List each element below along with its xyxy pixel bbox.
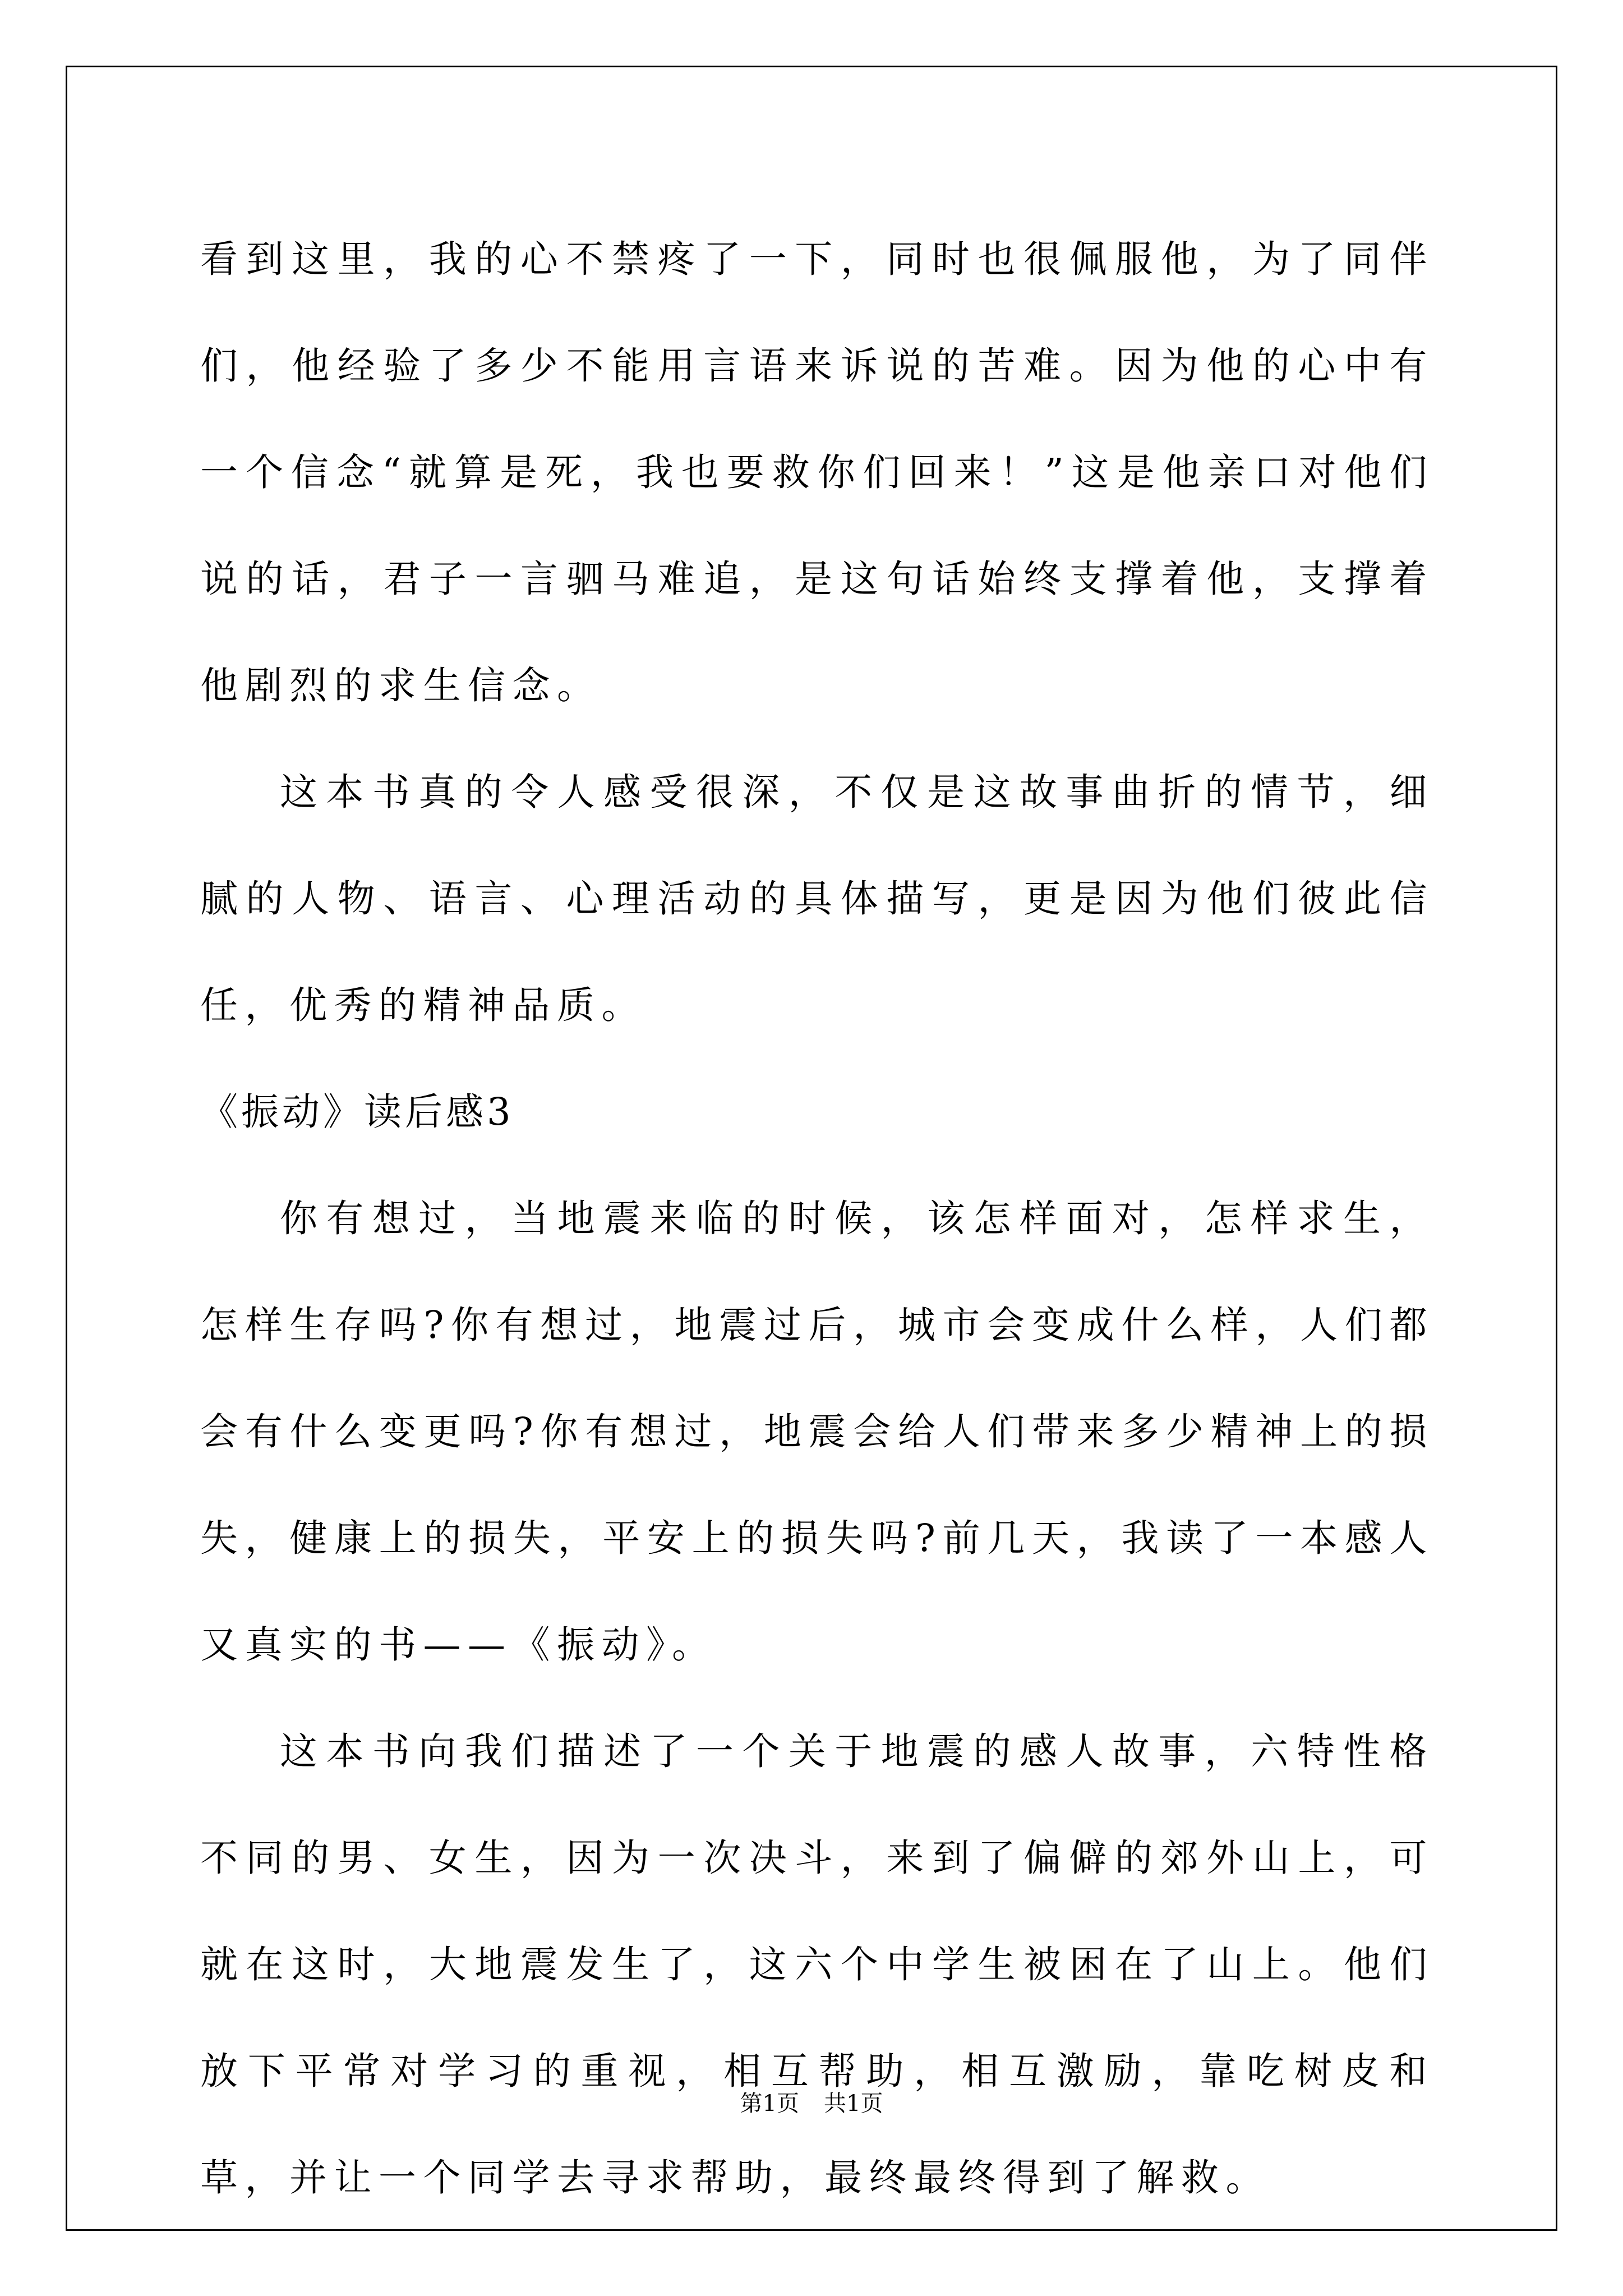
paragraph-earthquake-questions: 你有想过，当地震来临的时候，该怎样面对，怎样求生，怎样生存吗?你有想过，地震过后，城市会变成什么样，人们都会有什么变更吗?你有想过，地震会给人们带来多少精神上的损失，健康上的损失，平安上的损失吗?前几天，我读了一本感人又真实的书——《振动》。 [200,1197,1434,1667]
section-heading: 《振动》读后感3 [200,1090,514,1134]
page-footer [0,2087,1623,2120]
paragraph-story-summary: 这本书向我们描述了一个关于地震的感人故事，六特性格不同的男、女生，因为一次决斗，来到了偏僻的郊外山上，可就在这时，大地震发生了，这六个中学生被困在了山上。他们放下平常对学习的重视，相互帮助，相互激励，靠吃树皮和草，并让一个同学去寻求帮助，最终最终得到了解救。 [200,1729,1434,2200]
document-body [200,206,1434,2231]
paragraph-continuation: 看到这里，我的心不禁疼了一下，同时也很佩服他，为了同伴们，他经验了多少不能用言语来诉说的苦难。因为他的心中有一个信念“就算是死，我也要救你们回来！”这是他亲口对他们说的话，君子一言驷马难追，是这句话始终支撑着他，支撑着他剧烈的求生信念。 [200,237,1434,707]
page-total: 共1页 [824,2091,883,2116]
paragraph-book-impression: 这本书真的令人感受很深，不仅是这故事曲折的情节，细腻的人物、语言、心理活动的具体描写，更是因为他们彼此信任，优秀的精神品质。 [200,770,1434,1027]
page-number: 第1页 [740,2091,799,2116]
